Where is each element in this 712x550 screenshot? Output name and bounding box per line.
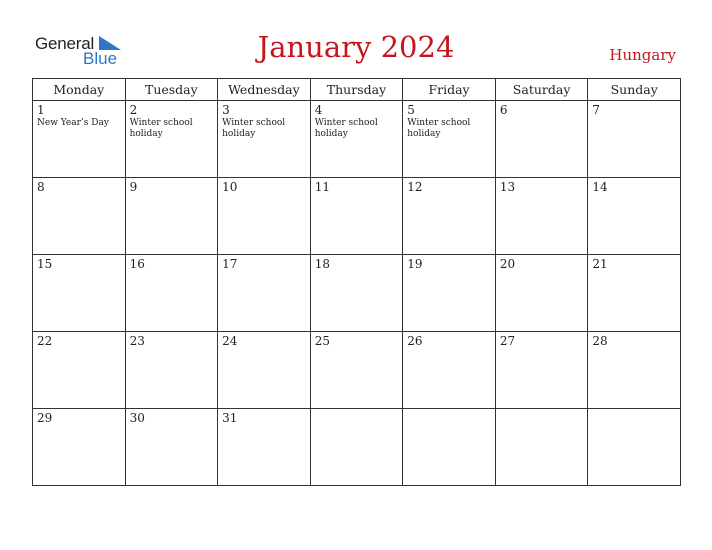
day-cell xyxy=(588,332,681,409)
weekday-header: Wednesday xyxy=(218,79,311,101)
day-cell xyxy=(495,255,588,332)
day-number: 24 xyxy=(222,334,238,348)
day-cell xyxy=(403,178,496,255)
day-cell xyxy=(495,332,588,409)
day-cell xyxy=(33,409,126,486)
day-number: 16 xyxy=(129,257,145,271)
day-cell xyxy=(125,178,218,255)
day-cell xyxy=(125,255,218,332)
day-cell xyxy=(588,101,681,178)
day-number: 13 xyxy=(499,180,516,194)
day-cell-empty xyxy=(310,409,403,486)
day-cell-empty xyxy=(403,409,496,486)
day-cell xyxy=(403,101,496,178)
day-cell xyxy=(403,332,496,409)
day-number: 14 xyxy=(592,180,608,194)
day-number: 10 xyxy=(222,180,238,194)
week-row xyxy=(33,255,681,332)
day-cell xyxy=(218,101,311,178)
holiday-label: New Year’s Day xyxy=(37,118,109,128)
day-number: 7 xyxy=(592,103,601,117)
day-number: 15 xyxy=(37,257,53,271)
holiday-label: Winter school holiday xyxy=(407,118,471,139)
day-number: 2 xyxy=(129,103,138,117)
day-cell xyxy=(33,332,126,409)
country-label: Hungary xyxy=(609,46,676,64)
weekday-header: Thursday xyxy=(310,79,403,101)
day-number: 6 xyxy=(499,103,508,117)
day-number: 18 xyxy=(314,257,330,271)
day-cell xyxy=(588,255,681,332)
day-number: 22 xyxy=(37,334,53,348)
day-number: 9 xyxy=(129,180,138,194)
week-row xyxy=(33,332,681,409)
calendar-grid xyxy=(32,78,681,486)
week-row xyxy=(33,178,681,255)
day-cell xyxy=(218,409,311,486)
weekday-header: Sunday xyxy=(588,79,681,101)
day-number: 8 xyxy=(37,180,45,194)
logo-text-blue: Blue xyxy=(83,49,118,68)
holiday-label: Winter school holiday xyxy=(314,118,378,139)
day-cell xyxy=(403,255,496,332)
day-cell xyxy=(33,101,126,178)
day-cell xyxy=(310,178,403,255)
day-number: 29 xyxy=(37,411,53,425)
day-number: 4 xyxy=(314,103,323,117)
day-number: 12 xyxy=(407,180,423,194)
day-cell xyxy=(495,178,588,255)
weekday-header: Monday xyxy=(33,79,126,101)
day-number: 31 xyxy=(222,411,238,425)
day-number: 25 xyxy=(314,334,330,348)
weekday-header-row xyxy=(33,79,681,101)
day-number: 11 xyxy=(314,180,330,194)
week-row xyxy=(33,101,681,178)
day-number: 23 xyxy=(129,334,145,348)
day-cell xyxy=(33,178,126,255)
day-cell-empty xyxy=(588,409,681,486)
day-number: 17 xyxy=(222,257,238,271)
day-number: 27 xyxy=(499,334,516,348)
day-cell xyxy=(588,178,681,255)
day-cell xyxy=(125,332,218,409)
day-number: 5 xyxy=(407,103,415,117)
day-number: 26 xyxy=(407,334,423,348)
weekday-header: Tuesday xyxy=(125,79,218,101)
day-number: 30 xyxy=(129,411,145,425)
day-number: 19 xyxy=(407,257,423,271)
day-cell xyxy=(218,255,311,332)
day-number: 20 xyxy=(499,257,516,271)
day-cell xyxy=(125,101,218,178)
holiday-label: Winter school holiday xyxy=(129,118,193,139)
day-cell xyxy=(218,178,311,255)
day-number: 3 xyxy=(222,103,230,117)
page-title: January 2024 xyxy=(257,30,455,64)
day-cell xyxy=(310,332,403,409)
weekday-header: Friday xyxy=(403,79,496,101)
day-number: 28 xyxy=(592,334,608,348)
logo-text-general: General xyxy=(35,34,95,53)
weekday-header: Saturday xyxy=(495,79,588,101)
day-cell xyxy=(125,409,218,486)
day-cell xyxy=(33,255,126,332)
holiday-label: Winter school holiday xyxy=(222,118,286,139)
week-row xyxy=(33,409,681,486)
day-cell xyxy=(310,255,403,332)
day-cell-empty xyxy=(495,409,588,486)
day-number: 1 xyxy=(37,103,45,117)
day-cell xyxy=(310,101,403,178)
day-number: 21 xyxy=(592,257,608,271)
day-cell xyxy=(218,332,311,409)
day-cell xyxy=(495,101,588,178)
